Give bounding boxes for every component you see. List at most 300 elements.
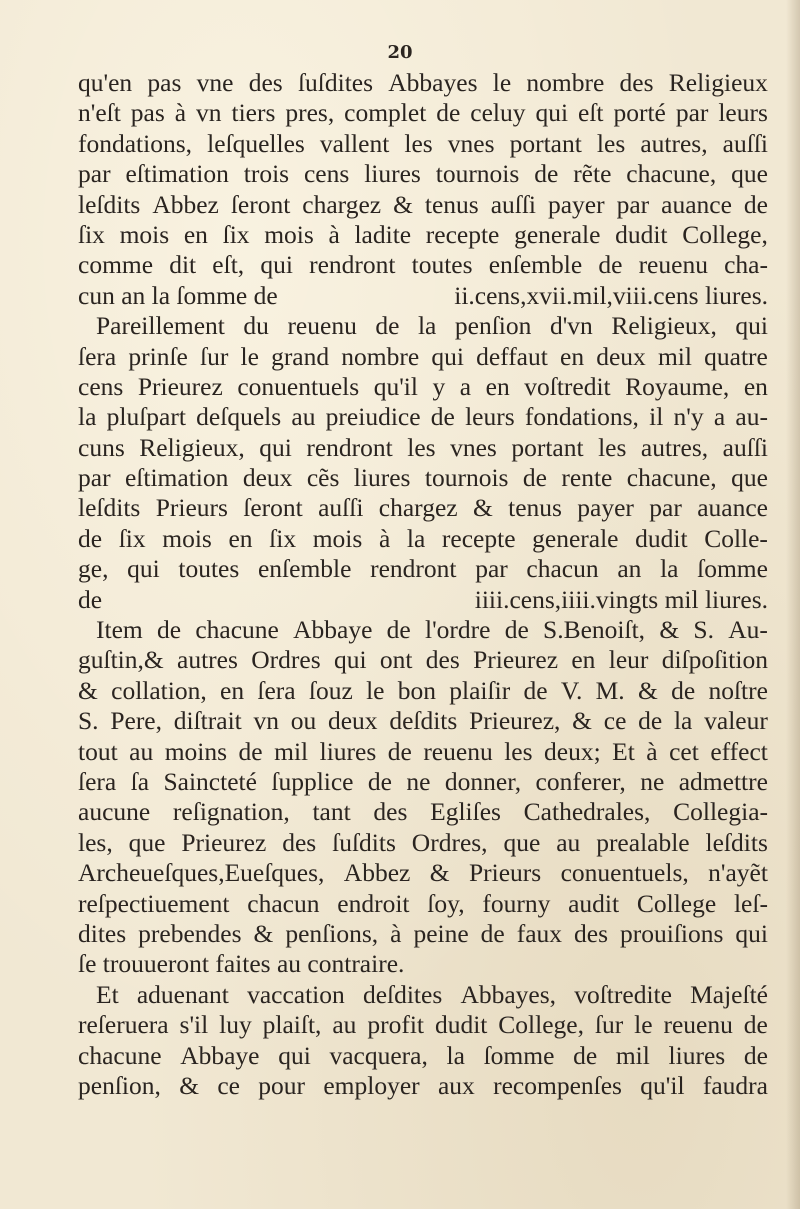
word: au	[291, 402, 316, 432]
word: payer	[577, 493, 634, 523]
text-line	[78, 980, 768, 1010]
word: deux	[242, 463, 293, 493]
word: ne	[406, 766, 431, 796]
word: mil	[657, 341, 692, 371]
word: prebendes	[138, 918, 242, 948]
text-line	[78, 281, 768, 311]
word: qui	[278, 1040, 311, 1070]
text-line	[78, 585, 768, 615]
text-line	[78, 949, 768, 979]
word: ſur	[200, 341, 229, 371]
word: de	[78, 523, 103, 553]
word: au	[129, 736, 154, 766]
word: par	[616, 189, 650, 219]
word: qui	[127, 554, 160, 584]
word: payer	[547, 189, 605, 219]
word: en	[485, 371, 510, 401]
word: profit	[367, 1010, 425, 1040]
word: recompenſes	[493, 1070, 622, 1100]
word: &	[472, 493, 493, 523]
word: pas	[147, 68, 182, 97]
text-line	[78, 615, 768, 645]
text-line	[78, 190, 768, 220]
word: voſtredite	[574, 979, 672, 1009]
word: penſion	[454, 311, 532, 341]
word: mois	[162, 523, 212, 553]
word: S.	[78, 706, 99, 736]
word: a	[459, 371, 472, 401]
word: Prieurez	[181, 827, 267, 857]
word: pour	[258, 1070, 306, 1100]
word: ſera	[257, 675, 296, 705]
word: chargez	[302, 189, 382, 219]
word: Religieux,	[611, 311, 717, 341]
word: rendront	[306, 432, 393, 462]
line-text: de	[78, 584, 103, 614]
word: qui	[431, 341, 464, 371]
word: vn	[253, 706, 279, 736]
word: ſa	[130, 766, 150, 796]
text-line	[78, 220, 768, 250]
word: collation,	[111, 675, 207, 705]
word: diſpoſition	[661, 645, 768, 675]
word: de	[743, 189, 768, 219]
word: eſtimation	[125, 159, 229, 189]
word: au-	[735, 402, 768, 432]
word: ge,	[78, 554, 109, 584]
word: de	[504, 615, 529, 645]
word: Prieurez,	[469, 706, 561, 736]
word: comme	[78, 250, 154, 280]
word: autres,	[640, 128, 708, 158]
text-line	[78, 1041, 768, 1071]
text-line	[78, 889, 768, 919]
word: nombre	[341, 341, 420, 371]
word: Royaume,	[625, 371, 730, 401]
word: aux	[437, 1070, 475, 1100]
word: grand	[271, 341, 330, 371]
word: bon	[397, 675, 436, 705]
word: faux	[516, 918, 563, 948]
word: Religieux,	[139, 432, 245, 462]
word: de	[523, 675, 548, 705]
word: reſeruera	[78, 1010, 169, 1040]
word: fourny	[482, 888, 551, 918]
word: Ordres,	[411, 827, 488, 857]
word: Saincteté	[163, 766, 257, 796]
word: le	[240, 341, 259, 371]
word: tournois	[424, 463, 509, 493]
word: tenus	[508, 493, 562, 523]
word: ſuſdits	[332, 827, 396, 857]
word: deſquels	[196, 402, 282, 432]
word: de	[743, 1040, 768, 1070]
word: de	[436, 98, 461, 128]
word: par	[78, 463, 111, 493]
word: n'eſt	[78, 98, 121, 128]
word: leſdits	[78, 493, 141, 523]
word: ſoy,	[427, 888, 465, 918]
word: ſur	[594, 1010, 624, 1040]
word: ſix	[118, 523, 146, 553]
word: ce	[217, 1070, 240, 1100]
word: par	[78, 159, 111, 189]
word: nombre	[526, 68, 605, 97]
word: dudit	[635, 523, 688, 553]
word: &	[572, 706, 592, 736]
word: rẽte	[573, 159, 612, 189]
word: Prieurez	[473, 645, 559, 675]
word: auſſi	[722, 432, 768, 462]
text-line	[78, 645, 768, 675]
word: S.	[693, 615, 714, 645]
word: de	[534, 159, 559, 189]
word: de	[386, 615, 411, 645]
word: toutes	[178, 554, 240, 584]
word: leurs	[465, 402, 515, 432]
word: reſpectiuement	[78, 888, 230, 918]
word: &	[637, 675, 658, 705]
word: ſera	[78, 341, 117, 371]
word: qui	[333, 645, 367, 675]
word: reuenu	[663, 1010, 733, 1040]
word: quatre	[704, 341, 768, 371]
word: qui	[535, 98, 569, 128]
word: diſtrait	[173, 706, 242, 736]
word: Religieux	[668, 68, 768, 97]
word: autres	[177, 645, 238, 675]
word: mil	[274, 736, 309, 766]
word: que	[503, 827, 541, 857]
word: aucune	[78, 797, 151, 827]
word: chacune,	[626, 159, 717, 189]
word: vallent	[319, 128, 390, 158]
word: conuentuels,	[560, 858, 689, 888]
word: ſeront	[230, 189, 291, 219]
word: eſt,	[212, 250, 245, 280]
word: audit	[568, 888, 620, 918]
word: auance	[697, 493, 768, 523]
word: par	[475, 554, 508, 584]
word: leſquelles	[207, 128, 305, 158]
word: cha-	[724, 250, 768, 280]
word: cẽs	[306, 463, 340, 493]
word: Et	[612, 736, 635, 766]
word: que	[731, 159, 768, 189]
word: recepte	[425, 219, 500, 249]
word: de	[522, 463, 547, 493]
word: à	[174, 98, 187, 128]
word: en	[560, 341, 585, 371]
word: au	[332, 1010, 357, 1040]
text-line	[78, 342, 768, 372]
text-line	[78, 1071, 768, 1101]
word: auance	[661, 189, 732, 219]
word: plaiſt,	[262, 1010, 322, 1040]
word: College	[636, 888, 717, 918]
word: dudit	[615, 219, 668, 249]
word: cens	[78, 371, 124, 401]
word: le	[492, 68, 512, 97]
text-line	[78, 1010, 768, 1040]
word: en	[228, 523, 253, 553]
word: liures	[668, 1040, 726, 1070]
word: mil	[615, 1040, 650, 1070]
word: Abbez	[343, 858, 411, 888]
word: faudra	[702, 1070, 768, 1100]
word: deſdites	[362, 979, 443, 1009]
word: chacun	[526, 554, 599, 584]
line-amount: ii.cens,xvii.mil,viii.cens liures.	[454, 280, 768, 310]
word: Et	[96, 979, 119, 1009]
line-amount: iiii.cens,iiii.vingts mil liures.	[474, 584, 768, 614]
word: la	[78, 402, 97, 432]
text-line	[78, 159, 768, 189]
word: penſions,	[285, 918, 379, 948]
word: Abbaye	[293, 615, 373, 645]
word: reuenu	[638, 250, 708, 280]
page-edge-shadow	[786, 0, 800, 1209]
word: le	[634, 1010, 653, 1040]
word: deux	[596, 341, 646, 371]
word: mois	[264, 219, 314, 249]
word: y	[432, 371, 446, 401]
word: generale	[514, 219, 601, 249]
text-line	[78, 554, 768, 584]
word: College,	[682, 219, 768, 249]
word: les	[407, 432, 436, 462]
text-line	[78, 524, 768, 554]
word: l'ordre	[424, 615, 491, 645]
text-line	[78, 68, 768, 98]
word: conferer,	[535, 766, 626, 796]
word: de	[573, 1040, 598, 1070]
word: complet	[344, 98, 427, 128]
word: qui	[735, 918, 768, 948]
word: aduenant	[136, 979, 229, 1009]
word: les	[596, 128, 626, 158]
word: Ordres	[251, 645, 321, 675]
word: vaccation	[247, 979, 345, 1009]
word: luy	[219, 1010, 252, 1040]
word: prinſe	[128, 341, 188, 371]
word: ne	[640, 766, 665, 796]
word: de	[430, 402, 455, 432]
word: de	[367, 766, 392, 796]
word: celuy	[470, 98, 526, 128]
word: conuentuels	[237, 371, 360, 401]
word: Majeſté	[690, 979, 768, 1009]
word: toutes	[411, 250, 473, 280]
word: en	[571, 645, 596, 675]
word: de	[598, 250, 623, 280]
word: deux	[327, 706, 378, 736]
text-line	[78, 706, 768, 736]
word: chacun	[247, 888, 320, 918]
word: prouiſions	[620, 918, 724, 948]
word: vnes	[450, 432, 497, 462]
word: deux;	[544, 736, 601, 766]
word: des	[282, 827, 317, 857]
word: Abbaye	[180, 1040, 260, 1070]
word: portant	[511, 432, 584, 462]
word: leſ-	[733, 888, 768, 918]
word: ſomme	[697, 554, 768, 584]
word: enſemble	[257, 554, 352, 584]
word: generale	[532, 523, 619, 553]
word: ſouz	[308, 675, 353, 705]
word: rendront	[309, 250, 396, 280]
word: à	[378, 523, 391, 553]
word: reſignation,	[172, 797, 290, 827]
text-line	[78, 311, 768, 341]
word: par	[675, 98, 709, 128]
word: vne	[196, 68, 234, 97]
text-line	[78, 797, 768, 827]
word: tenus	[424, 189, 479, 219]
word: par	[649, 493, 682, 523]
word: &	[179, 1070, 200, 1100]
word: valeur	[704, 706, 768, 736]
word: deffaut	[476, 341, 548, 371]
word: mois	[119, 219, 170, 249]
word: &	[659, 615, 680, 645]
word: donner,	[444, 766, 522, 796]
text-line	[78, 433, 768, 463]
word: Archeueſques,Eueſques,	[78, 858, 325, 888]
word: Abbayes	[388, 68, 478, 97]
word: vn	[196, 98, 222, 128]
word: vacquera,	[329, 1040, 428, 1070]
word: &	[78, 675, 98, 705]
word: &	[429, 858, 450, 888]
word: des	[373, 797, 408, 827]
word: la	[417, 311, 437, 341]
word: ſuſdites	[297, 68, 374, 97]
word: cet	[669, 736, 699, 766]
text-line	[78, 676, 768, 706]
page-number: 20	[387, 42, 413, 63]
word: employer	[323, 1070, 420, 1100]
word: la	[446, 1040, 465, 1070]
word: ce	[603, 706, 627, 736]
word: tout	[78, 736, 118, 766]
word: Collegia-	[673, 797, 768, 827]
word: ſera	[78, 766, 117, 796]
word: dit	[169, 250, 197, 280]
word: leurs	[718, 98, 768, 128]
word: Pareillement	[96, 311, 225, 341]
word: n'y	[673, 402, 704, 432]
word: en	[220, 675, 245, 705]
word: Egliſes	[430, 797, 501, 827]
word: de	[375, 311, 400, 341]
word: Abbayes,	[460, 979, 557, 1009]
word: qu'en	[78, 68, 133, 97]
word: ou	[290, 706, 317, 736]
word: qu'il	[373, 371, 418, 401]
word: dites	[78, 918, 127, 948]
word: Abbez	[152, 189, 219, 219]
word: fondations,	[524, 402, 639, 432]
word: leſdits	[705, 827, 768, 857]
word: eſtimation	[124, 463, 229, 493]
word: S.Benoiſt,	[543, 615, 646, 645]
text-line	[78, 250, 768, 280]
word: Colle-	[704, 523, 768, 553]
word: Item	[96, 615, 143, 645]
word: &	[393, 189, 413, 219]
word: enſemble	[488, 250, 583, 280]
word: de	[671, 675, 696, 705]
word: la	[660, 554, 679, 584]
text-line	[78, 98, 768, 128]
word: ſix	[222, 219, 250, 249]
word: M.	[595, 675, 625, 705]
word: effect	[710, 736, 768, 766]
line-text: cun an la ſomme de	[78, 280, 278, 310]
word: à	[390, 918, 402, 948]
word: guſtin,&	[78, 645, 164, 675]
word: pres,	[285, 98, 335, 128]
word: tiers	[231, 98, 276, 128]
word: penſion,	[78, 1070, 161, 1100]
word: rendront	[370, 554, 457, 584]
line-text: ſe trouueront faites au contraire.	[78, 949, 405, 979]
word: cens	[303, 159, 350, 189]
word: en	[743, 371, 768, 401]
word: admettre	[678, 766, 768, 796]
word: Au-	[728, 615, 768, 645]
word: il	[649, 402, 664, 432]
word: le	[366, 675, 385, 705]
text-line	[78, 919, 768, 949]
word: liures	[319, 736, 377, 766]
word: reuenu	[423, 736, 493, 766]
word: tant	[312, 797, 351, 827]
word: auſſi	[722, 128, 768, 158]
word: vnes	[447, 128, 495, 158]
text-line	[78, 858, 768, 888]
word: chacune,	[626, 463, 717, 493]
word: de	[480, 918, 505, 948]
word: endroit	[337, 888, 410, 918]
word: &	[253, 918, 274, 948]
word: leur	[608, 645, 649, 675]
word: les	[404, 128, 433, 158]
word: an	[617, 554, 642, 584]
word: portant	[509, 128, 582, 158]
word: ladite	[354, 219, 412, 249]
word: reuenu	[287, 311, 357, 341]
word: peine	[413, 918, 469, 948]
word: la	[673, 706, 693, 736]
word: Cathedrales,	[523, 797, 651, 827]
word: les	[504, 736, 533, 766]
word: voſtredit	[524, 371, 611, 401]
text-line	[78, 129, 768, 159]
word: Pere,	[110, 706, 162, 736]
word: plaiſir	[449, 675, 511, 705]
word: qui	[735, 311, 768, 341]
word: qu'il	[640, 1070, 685, 1100]
word: Prieurez	[137, 371, 223, 401]
word: dudit	[434, 1010, 488, 1040]
word: recepte	[441, 523, 516, 553]
body-text	[78, 68, 768, 1101]
word: liures	[353, 463, 411, 493]
word: la	[406, 523, 426, 553]
